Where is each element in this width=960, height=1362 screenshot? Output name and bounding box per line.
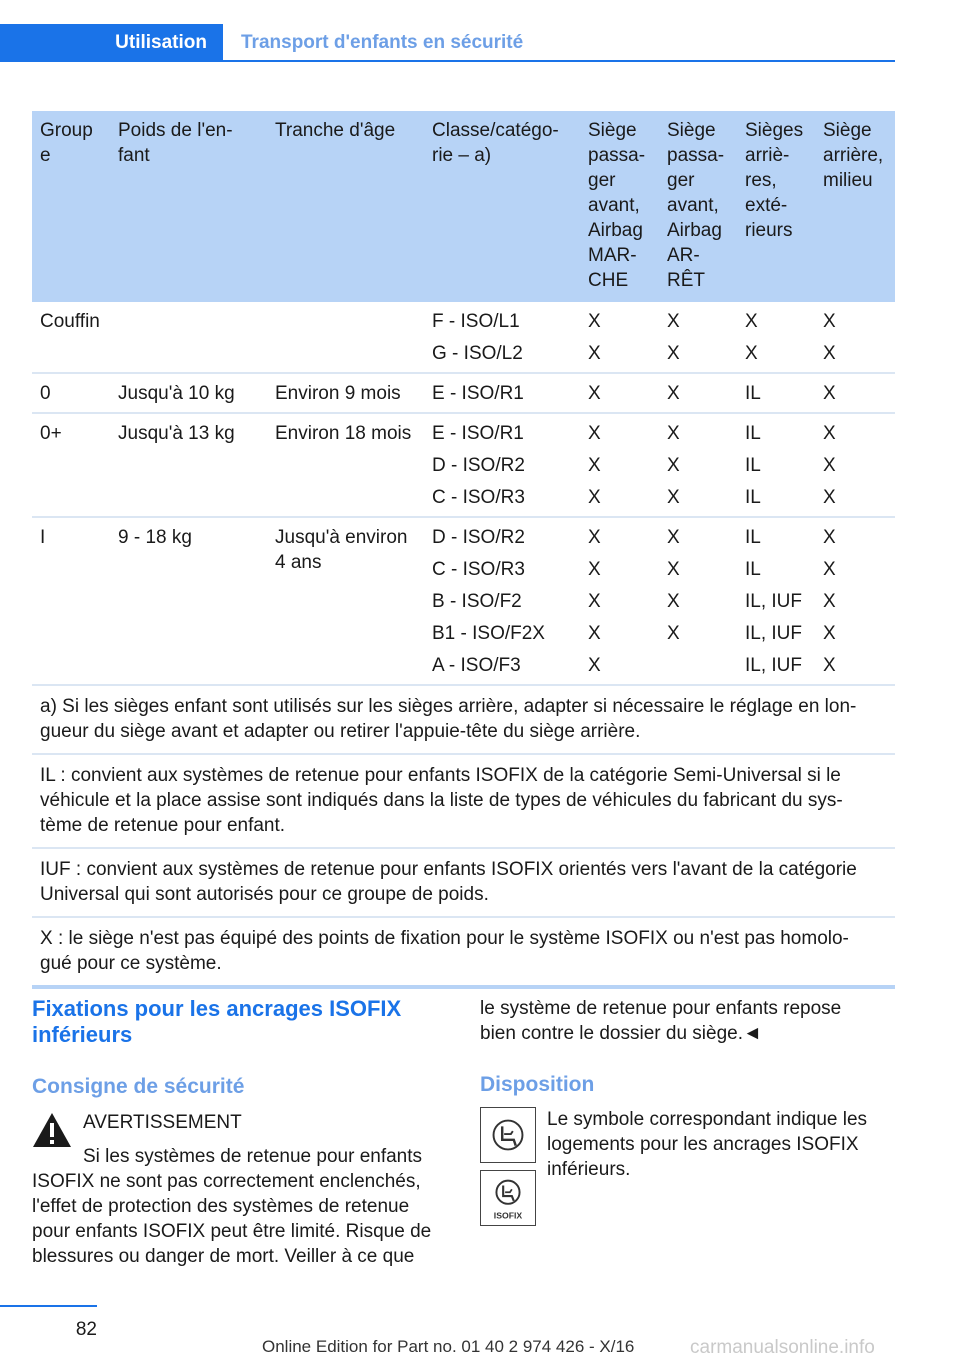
cell-group: Couffin [32,302,110,373]
isofix-seat-icon [480,1107,536,1163]
disposition-text: Le symbole correspondant indique les logements pour les ancrages ISOFIX inférieurs. [547,1109,868,1180]
cell-airbag-on: X X [580,302,659,373]
cell-classes: D - ISO/R2 C - ISO/R3 B - ISO/F2 B1 - ISO/F2X A - ISO/F3 [424,517,580,685]
cell-age: Jusqu'à environ 4 ans [267,517,424,685]
column-header: Sièges arriè- res, exté- rieurs [745,120,804,241]
warning-title: AVERTISSEMENT [83,1112,242,1133]
table-header-row [32,111,895,302]
edition-text: Online Edition for Part no. 01 40 2 974 426 - X/16 [262,1337,635,1356]
isofix-label-icon [480,1170,536,1226]
cell-airbag-off: X [659,373,737,413]
table-note: IL : convient aux systèmes de retenue pour enfants ISOFIX de la catégorie Semi-Universal si le véhicule et la place assise sont indiqués dans la liste de types de véhicules du fabricant du sys- tème de retenue pour enfant. [32,754,895,848]
cell-rear-middle: X [815,373,895,413]
cell-weight: Jusqu'à 10 kg [110,373,267,413]
column-header: Tranche d'âge [275,120,396,141]
column-header: Classe/catégo- rie – a) [432,120,559,166]
column-header: Siège passa- ger avant, Airbag MAR- CHE [588,120,646,291]
table-row [32,302,895,373]
table-note: X : le siège n'est pas équipé des points de fixation pour le système ISOFIX ou n'est pas homolo- gué pour ce système. [32,917,895,987]
table-row [32,413,895,517]
column-header: Siège arrière, milieu [823,120,884,191]
cell-rear-outer: X X [737,302,815,373]
section-heading: Fixations pour les ancrages ISOFIX inférieurs [32,996,402,1047]
cell-weight: Jusqu'à 13 kg [110,413,267,517]
cell-classes: E - ISO/R1 [424,373,580,413]
isofix-table-container [32,111,895,989]
safety-subheading: Consigne de sécurité [32,1075,245,1098]
table-row [32,517,895,685]
warning-text: ISOFIX ne sont pas correctement enclenchés, l'effet de protection des systèmes de retenue pour enfants ISOFIX peut être limité. Risque de blessures ou danger de mort. Veiller à ce que [32,1171,432,1267]
cell-airbag-off: X X X [659,413,737,517]
cell-rear-middle: X X [815,302,895,373]
cell-weight [110,302,267,373]
cell-group: 0 [32,373,110,413]
cell-classes: E - ISO/R1 D - ISO/R2 C - ISO/R3 [424,413,580,517]
right-column [480,996,895,1221]
cell-age: Environ 18 mois [267,413,424,517]
cell-rear-outer: IL [737,373,815,413]
table-note-row [32,754,895,848]
page-header [0,24,895,62]
left-column [32,996,452,1269]
cell-age: Environ 9 mois [267,373,424,413]
cell-weight: 9 - 18 kg [110,517,267,685]
page-number: 82 [75,1319,97,1340]
column-header: Siège passa- ger avant, Airbag AR- RÊT [667,120,725,291]
cell-rear-middle: X X X X X [815,517,895,685]
isofix-table [32,111,895,989]
breadcrumb: Transport d'enfants en sécurité [241,32,524,53]
warning-block [32,1110,452,1169]
disposition-subheading: Disposition [480,1073,595,1096]
warning-triangle-icon [32,1112,72,1148]
cell-airbag-on: X [580,373,659,413]
cell-group: I [32,517,110,685]
table-note-row [32,917,895,987]
cell-rear-middle: X X X [815,413,895,517]
table-note-row [32,685,895,754]
footer-rule [0,1305,97,1307]
warning-continuation: le système de retenue pour enfants repose bien contre le dossier du siège.◄ [480,998,842,1044]
cell-rear-outer: IL IL IL [737,413,815,517]
column-header: Group e [40,120,93,166]
cell-classes: F - ISO/L1 G - ISO/L2 [424,302,580,373]
svg-text:ISOFIX: ISOFIX [493,1210,523,1221]
cell-airbag-off: X X X X [659,517,737,685]
disposition-block [480,1107,895,1221]
table-note-row [32,848,895,917]
section-tab: Utilisation [0,24,223,62]
watermark: carmanualsonline.info [690,1337,875,1358]
table-note: a) Si les sièges enfant sont utilisés sur les sièges arrière, adapter si nécessaire le réglage en lon- gueur du siège avant et adapter ou retirer l'appuie-tête du siège arrière. [32,685,895,754]
column-header: Poids de l'en- fant [118,120,233,166]
cell-rear-outer: IL IL IL, IUF IL, IUF IL, IUF [737,517,815,685]
warning-text-first-line: Si les systèmes de retenue pour enfants [83,1146,423,1167]
cell-airbag-off: X X [659,302,737,373]
cell-airbag-on: X X X X X [580,517,659,685]
cell-age [267,302,424,373]
cell-airbag-on: X X X [580,413,659,517]
table-note: IUF : convient aux systèmes de retenue pour enfants ISOFIX orientés vers l'avant de la catégorie Universal qui sont autorisés pour ce groupe de poids. [32,848,895,917]
cell-group: 0+ [32,413,110,517]
table-row [32,373,895,413]
